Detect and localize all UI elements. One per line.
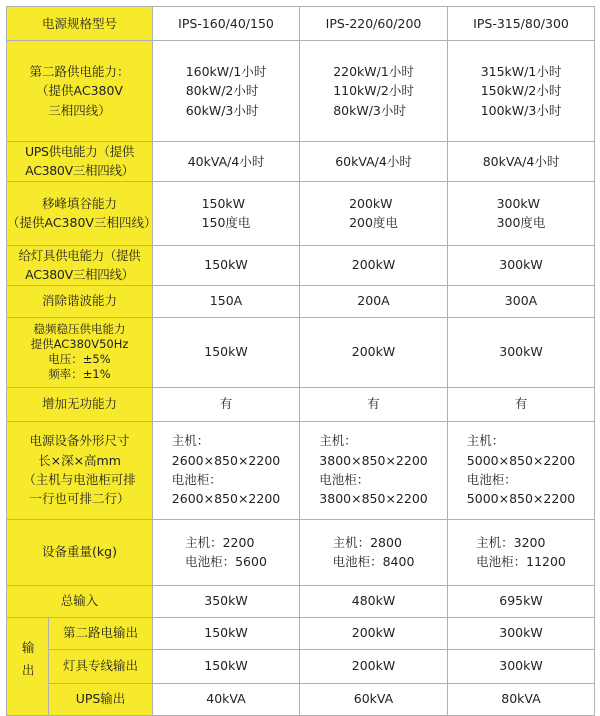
model-3: IPS-315/80/300 — [448, 7, 595, 41]
reactive-3: 有 — [448, 387, 595, 421]
output-second-label: 第二路电输出 — [49, 617, 153, 649]
lamp-2: 200kW — [300, 245, 448, 285]
harmonic-label: 消除谐波能力 — [7, 285, 153, 317]
output-lamp-1: 150kW — [153, 649, 300, 683]
output-ups-3: 80kVA — [448, 683, 595, 715]
stable-2: 200kW — [300, 317, 448, 387]
output-group-label: 输出 — [7, 617, 49, 715]
stable-1: 150kW — [153, 317, 300, 387]
output-second-1: 150kW — [153, 617, 300, 649]
weight-3: 主机：3200 电池柜：11200 — [448, 519, 595, 585]
output-ups-2: 60kVA — [300, 683, 448, 715]
row-second-line — [7, 41, 595, 142]
peak-2: 200kW 200度电 — [300, 181, 448, 245]
row-size — [7, 421, 595, 519]
row-stable — [7, 317, 595, 387]
row-lamp — [7, 245, 595, 285]
total-input-label: 总输入 — [7, 585, 153, 617]
second-line-1: 160kW/1小时 80kW/2小时 60kW/3小时 — [153, 41, 300, 142]
second-line-3: 315kW/1小时 150kW/2小时 100kW/3小时 — [448, 41, 595, 142]
output-ups-label: UPS输出 — [49, 683, 153, 715]
weight-1: 主机：2200 电池柜：5600 — [153, 519, 300, 585]
second-line-2: 220kW/1小时 110kW/2小时 80kW/3小时 — [300, 41, 448, 142]
output-lamp-3: 300kW — [448, 649, 595, 683]
row-output-ups — [7, 683, 595, 715]
stable-3: 300kW — [448, 317, 595, 387]
peak-3: 300kW 300度电 — [448, 181, 595, 245]
model-1: IPS-160/40/150 — [153, 7, 300, 41]
row-ups — [7, 142, 595, 182]
harmonic-2: 200A — [300, 285, 448, 317]
output-ups-1: 40kVA — [153, 683, 300, 715]
size-3: 主机： 5000×850×2200 电池柜： 5000×850×2200 — [448, 421, 595, 519]
peak-1: 150kW 150度电 — [153, 181, 300, 245]
reactive-label: 增加无功能力 — [7, 387, 153, 421]
header-row — [7, 7, 595, 41]
row-total-input — [7, 585, 595, 617]
total-input-1: 350kW — [153, 585, 300, 617]
stable-label: 稳频稳压供电能力 提供AC380V50Hz 电压：±5% 频率：±1% — [7, 317, 153, 387]
row-weight — [7, 519, 595, 585]
spec-table — [6, 6, 595, 716]
ups-3: 80kVA/4小时 — [448, 142, 595, 182]
ups-2: 60kVA/4小时 — [300, 142, 448, 182]
row-reactive — [7, 387, 595, 421]
reactive-1: 有 — [153, 387, 300, 421]
size-2: 主机： 3800×850×2200 电池柜： 3800×850×2200 — [300, 421, 448, 519]
ups-label: UPS供电能力（提供AC380V三相四线） — [7, 142, 153, 182]
lamp-1: 150kW — [153, 245, 300, 285]
total-input-2: 480kW — [300, 585, 448, 617]
row-output-second — [7, 617, 595, 649]
row-peak — [7, 181, 595, 245]
output-lamp-label: 灯具专线输出 — [49, 649, 153, 683]
peak-label: 移峰填谷能力 （提供AC380V三相四线） — [7, 181, 153, 245]
output-second-2: 200kW — [300, 617, 448, 649]
output-lamp-2: 200kW — [300, 649, 448, 683]
header-label: 电源规格型号 — [7, 7, 153, 41]
row-harmonic — [7, 285, 595, 317]
ups-1: 40kVA/4小时 — [153, 142, 300, 182]
size-1: 主机： 2600×850×2200 电池柜： 2600×850×2200 — [153, 421, 300, 519]
harmonic-1: 150A — [153, 285, 300, 317]
total-input-3: 695kW — [448, 585, 595, 617]
reactive-2: 有 — [300, 387, 448, 421]
lamp-label: 给灯具供电能力（提供AC380V三相四线） — [7, 245, 153, 285]
weight-2: 主机：2800 电池柜：8400 — [300, 519, 448, 585]
model-2: IPS-220/60/200 — [300, 7, 448, 41]
second-line-label: 第二路供电能力： （提供AC380V 三相四线） — [7, 41, 153, 142]
size-label: 电源设备外形尺寸 长×深×高mm （主机与电池柜可排 一行也可排二行） — [7, 421, 153, 519]
output-second-3: 300kW — [448, 617, 595, 649]
harmonic-3: 300A — [448, 285, 595, 317]
row-output-lamp — [7, 649, 595, 683]
weight-label: 设备重量(kg) — [7, 519, 153, 585]
lamp-3: 300kW — [448, 245, 595, 285]
